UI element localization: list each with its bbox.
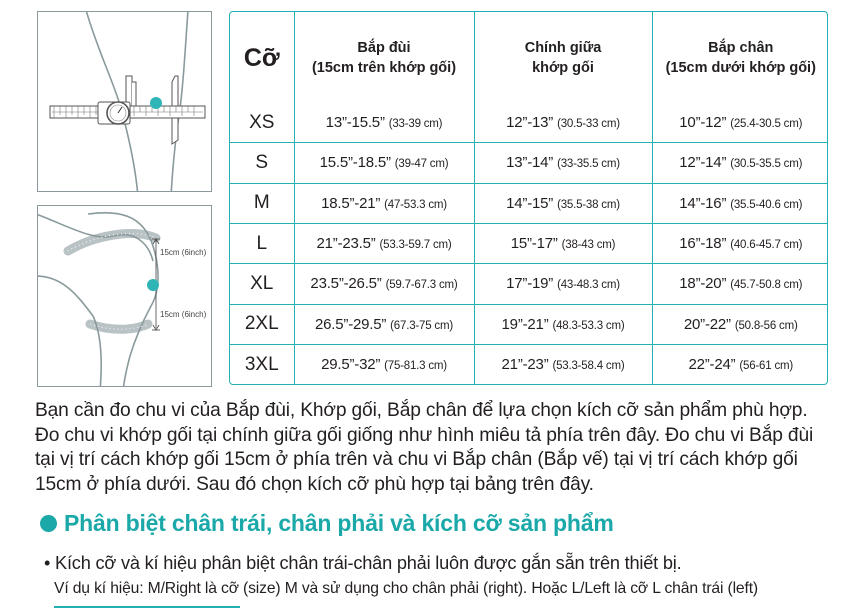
size-label-note: • Kích cỡ và kí hiệu phân biệt chân trái-chân phải luôn được gắn sẵn trên thiết bị. [44, 553, 682, 573]
thigh-cell-centimeters: (39-47 cm) [394, 158, 449, 171]
calf-cell-centimeters: (35.5-40.6 cm) [730, 198, 803, 211]
thigh-cell-inches: 23.5”-26.5” [310, 275, 382, 293]
table-row [230, 264, 828, 304]
thigh-cell-inches: 15.5”-18.5” [319, 154, 391, 172]
knee-cell-centimeters: (30.5-33 cm) [557, 118, 620, 131]
thigh-cell-centimeters: (47-53.3 cm) [384, 198, 447, 211]
table-row [230, 304, 828, 344]
knee-cell-inches: 21”-23” [501, 356, 549, 373]
size-cell: XS [230, 103, 294, 142]
thigh-cell-inches: 18.5”-21” [321, 194, 381, 212]
thigh-cell-centimeters: (75-81.3 cm) [384, 360, 447, 372]
calf-cell-centimeters: (40.6-45.7 cm) [730, 239, 803, 252]
knee-cell-centimeters: (48.3-53.3 cm) [552, 319, 625, 332]
knee-cell [474, 143, 652, 183]
knee-cell-inches: 14”-15” [506, 194, 554, 212]
calf-cell-centimeters: (45.7-50.8 cm) [730, 279, 803, 292]
size-label-example: Ví dụ kí hiệu: M/Right là cỡ (size) M và sử dụng cho chân phải (right). Hoặc L/Left là cỡ L chân trái (left) [54, 580, 758, 597]
knee-cell-inches: 15”-17” [510, 235, 558, 253]
knee-cell [474, 304, 652, 344]
thigh-cell [294, 143, 474, 183]
calf-cell [652, 103, 828, 142]
size-column-header: Cỡ [230, 12, 294, 103]
thigh-cell [294, 223, 474, 263]
knee-cell-centimeters: (43-48.3 cm) [557, 279, 620, 292]
size-chart [229, 11, 828, 385]
thigh-cell-centimeters: (67.3-75 cm) [390, 319, 453, 332]
calf-cell [652, 183, 828, 223]
knee-cell-centimeters: (38-43 cm) [561, 239, 616, 252]
calf-cell-centimeters: (25.4-30.5 cm) [730, 118, 803, 131]
size-cell: XL [230, 264, 294, 304]
knee-measurement-figure [37, 205, 212, 387]
caliper-measurement-figure [37, 11, 212, 192]
thigh-cell-centimeters: (53.3-59.7 cm) [379, 239, 452, 252]
thigh-cell [294, 264, 474, 304]
calf-cell-inches: 14”-16” [679, 194, 727, 212]
calf-cell-centimeters: (30.5-35.5 cm) [730, 158, 803, 171]
calf-cell-inches: 12”-14” [679, 154, 727, 172]
table-row [230, 183, 828, 223]
knee-cell-centimeters: (33-35.5 cm) [557, 158, 620, 171]
thigh-cell-centimeters: (59.7-67.3 cm) [385, 279, 458, 292]
calf-cell-inches: 10”-12” [679, 114, 727, 132]
calf-cell-inches: 22”-24” [688, 356, 736, 373]
size-cell: 3XL [230, 345, 294, 385]
knee-cell [474, 183, 652, 223]
thigh-cell [294, 103, 474, 142]
thigh-cell [294, 345, 474, 385]
thigh-cell-centimeters: (33-39 cm) [388, 118, 443, 131]
calf-cell [652, 264, 828, 304]
knee-column-header: Chính giữa khớp gối [474, 12, 652, 103]
knee-cell-inches: 13”-14” [506, 154, 554, 172]
thigh-cell [294, 304, 474, 344]
knee-illustration [38, 206, 212, 387]
upper-distance-label: 15cm (6inch) [160, 248, 207, 257]
measurement-instructions: Bạn cần đo chu vi của Bắp đùi, Khớp gối, Bắp chân để lựa chọn kích cỡ sản phẩm phù hợp. Đo chu vi khớp gối tại chính giữa gối giống như hình miêu tả phía trên đây. Đo chu vi Bắp đùi tại vị trí cách khớp gối 15cm ở phía trên và chu vi Bắp chân (Bắp vế) tại vị trí cách khớp gối 15cm ở phía dưới. Sau đó chọn kích cỡ phù hợp tại bảng trên đây. [35, 400, 814, 495]
table-row [230, 103, 828, 142]
table-row [230, 345, 828, 385]
knee-cell-centimeters: (35.5-38 cm) [557, 198, 620, 211]
knee-cell [474, 103, 652, 142]
calf-cell-centimeters: (56-61 cm) [739, 360, 794, 372]
table-header-row [230, 12, 828, 103]
size-cell: S [230, 143, 294, 183]
calf-cell [652, 143, 828, 183]
knee-cell-inches: 17”-19” [506, 275, 554, 293]
knee-cell [474, 345, 652, 385]
leg-caliper-illustration [38, 12, 212, 192]
calf-column-header: Bắp chân (15cm dưới khớp gối) [665, 39, 816, 76]
table-row [230, 143, 828, 183]
knee-cell-centimeters: (53.3-58.4 cm) [552, 360, 625, 372]
knee-cell-inches: 12”-13” [506, 114, 554, 132]
bullet-dot-icon [40, 515, 57, 532]
divider [54, 606, 240, 608]
thigh-cell-inches: 21”-23.5” [316, 235, 376, 253]
thigh-cell-inches: 26.5”-29.5” [315, 315, 387, 333]
knee-cell [474, 264, 652, 304]
size-cell: 2XL [230, 304, 294, 344]
calf-cell-inches: 18”-20” [679, 275, 727, 293]
calf-cell-centimeters: (50.8-56 cm) [734, 319, 798, 332]
thigh-cell [294, 183, 474, 223]
thigh-cell-inches: 29.5”-32” [321, 356, 381, 373]
knee-cell-inches: 19”-21” [501, 315, 549, 333]
table-row [230, 223, 828, 263]
thigh-cell-inches: 13”-15.5” [325, 114, 385, 132]
calf-cell-inches: 20”-22” [683, 315, 731, 333]
lower-distance-label: 15cm (6inch) [160, 310, 207, 319]
thigh-column-header: Bắp đùi (15cm trên khớp gối) [294, 12, 474, 103]
size-cell: M [230, 183, 294, 223]
section-heading: Phân biệt chân trái, chân phải và kích cỡ sản phẩm [40, 510, 614, 537]
size-table-body [230, 103, 828, 384]
knee-cell [474, 223, 652, 263]
calf-cell [652, 223, 828, 263]
size-table [230, 12, 828, 384]
size-cell: L [230, 223, 294, 263]
knee-center-marker [147, 279, 159, 291]
calf-cell-inches: 16”-18” [679, 235, 727, 253]
calf-cell [652, 345, 828, 385]
calf-cell [652, 304, 828, 344]
